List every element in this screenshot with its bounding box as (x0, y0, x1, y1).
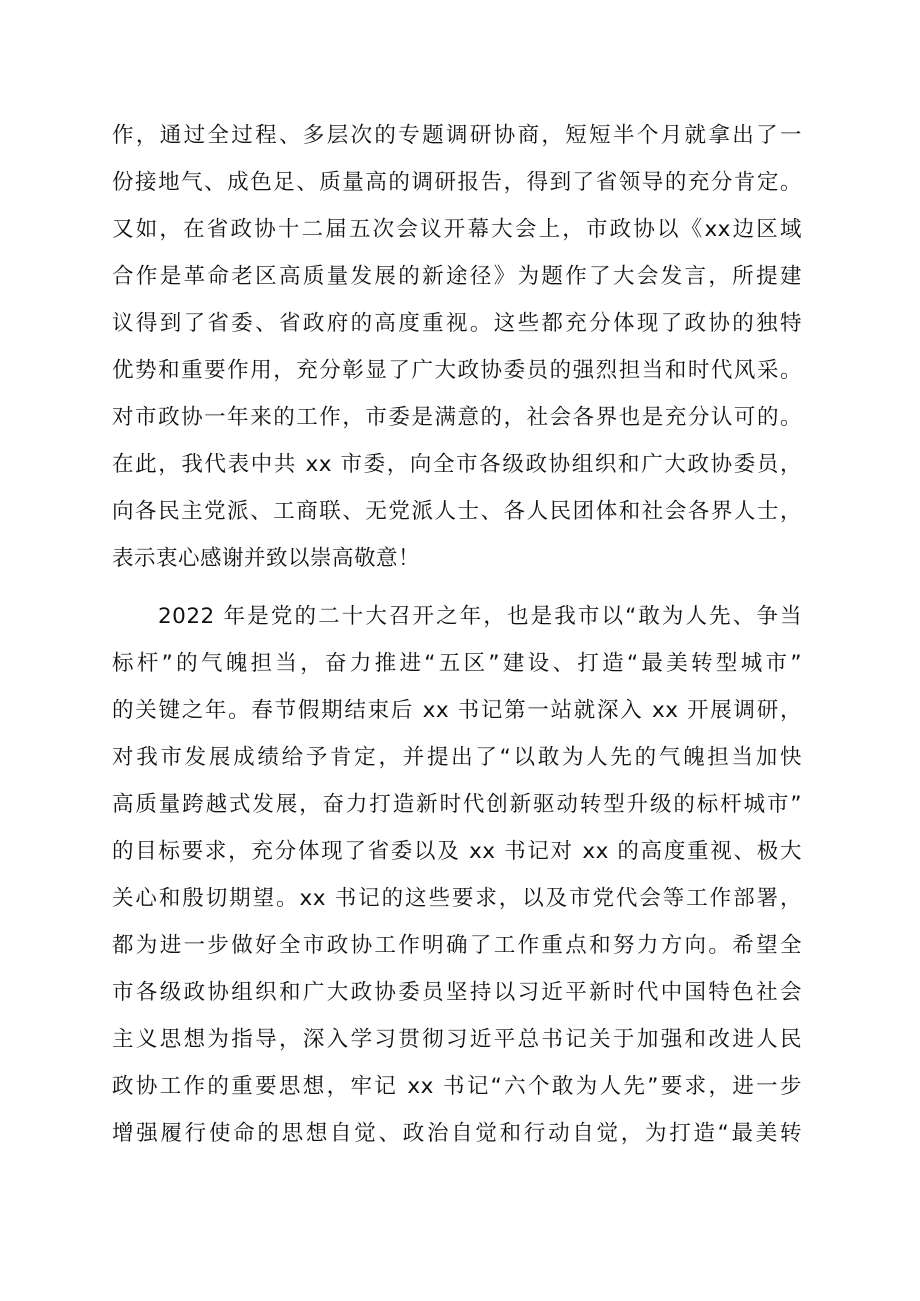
text-line: 在此，我代表中共 xx 市委，向全市各级政协组织和广大政协委员， (112, 452, 802, 477)
text-line: 标杆”的气魄担当，奋力推进“五区”建设、打造“最美转型城市” (112, 651, 802, 676)
text-line: 2022 年是党的二十大召开之年，也是我市以“敢为人先、争当 (158, 604, 802, 629)
text-line: 对我市发展成绩给予肯定，并提出了“以敢为人先的气魄担当加快 (112, 745, 802, 770)
text-line: 主义思想为指导，深入学习贯彻习近平总书记关于加强和改进人民 (112, 1027, 802, 1052)
text-line: 向各民主党派、工商联、无党派人士、各人民团体和社会各界人士， (112, 499, 802, 524)
paragraph-1 (112, 112, 802, 582)
text-line: 都为进一步做好全市政协工作明确了工作重点和努力方向。希望全 (112, 933, 802, 958)
paragraph-2 (112, 593, 802, 1157)
text-line: 又如，在省政协十二届五次会议开幕大会上，市政协以《xx边区域 (112, 217, 802, 242)
text-line: 作，通过全过程、多层次的专题调研协商，短短半个月就拿出了一 (112, 123, 802, 148)
text-line: 高质量跨越式发展，奋力打造新时代创新驱动转型升级的标杆城市” (112, 792, 802, 817)
text-line: 优势和重要作用，充分彰显了广大政协委员的强烈担当和时代风采。 (112, 358, 802, 383)
text-line: 议得到了省委、省政府的高度重视。这些都充分体现了政协的独特 (112, 311, 802, 336)
text-line: 政协工作的重要思想，牢记 xx 书记“六个敢为人先”要求，进一步 (112, 1074, 802, 1099)
text-line: 市各级政协组织和广大政协委员坚持以习近平新时代中国特色社会 (112, 980, 802, 1005)
text-line: 的关键之年。春节假期结束后 xx 书记第一站就深入 xx 开展调研， (112, 698, 802, 723)
text-line: 关心和殷切期望。xx 书记的这些要求，以及市党代会等工作部署， (112, 886, 802, 911)
text-line: 表示衷心感谢并致以崇高敬意！ (112, 546, 421, 571)
text-line: 份接地气、成色足、质量高的调研报告，得到了省领导的充分肯定。 (112, 170, 802, 195)
text-line: 的目标要求，充分体现了省委以及 xx 书记对 xx 的高度重视、极大 (112, 839, 802, 864)
text-line: 合作是革命老区高质量发展的新途径》为题作了大会发言，所提建 (112, 264, 802, 289)
text-line: 对市政协一年来的工作，市委是满意的，社会各界也是充分认可的。 (112, 405, 802, 430)
text-line: 增强履行使命的思想自觉、政治自觉和行动自觉，为打造“最美转 (112, 1121, 802, 1146)
